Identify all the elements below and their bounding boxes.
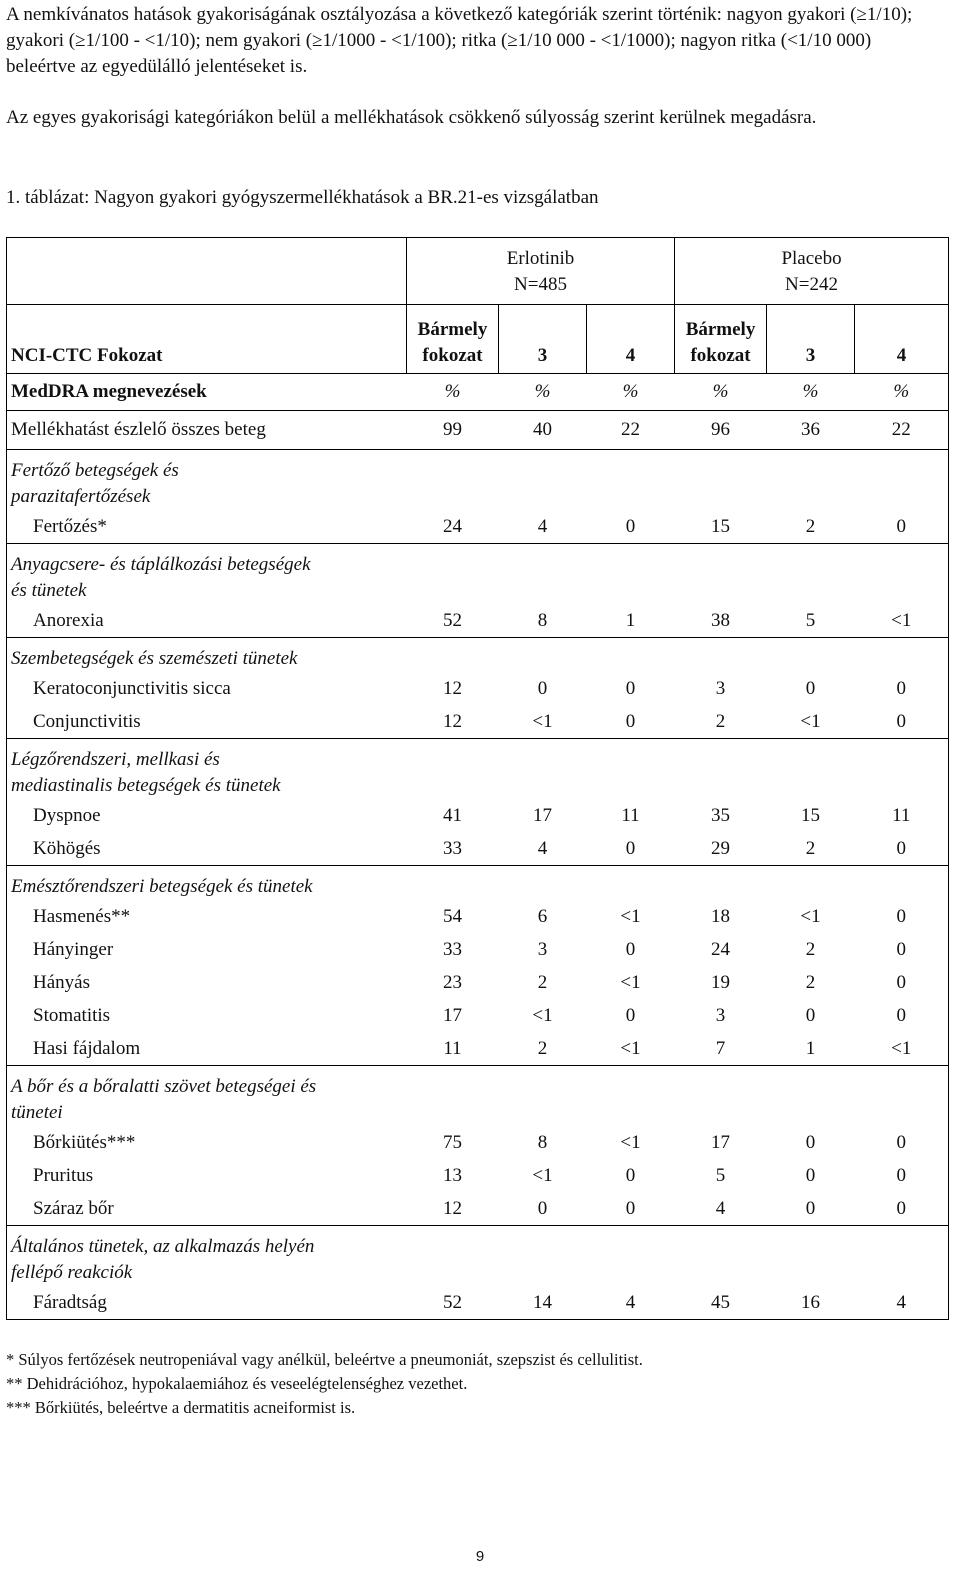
value-cell: 33 xyxy=(443,837,462,859)
value-cell: 40 xyxy=(499,411,587,450)
erlotinib-grade-3: 3 xyxy=(499,305,587,374)
value-cell: 19 xyxy=(711,971,731,993)
value-cell: 22 xyxy=(855,411,949,450)
group-title: Légzőrendszeri, mellkasi és xyxy=(11,749,220,770)
empty-cell xyxy=(499,739,587,800)
percent-unit: % xyxy=(675,374,767,411)
table-row xyxy=(7,799,949,832)
footnotes xyxy=(6,1348,936,1420)
empty-cell xyxy=(767,544,855,605)
page-number: 9 xyxy=(475,1548,485,1565)
value-cell: 17 xyxy=(443,1004,462,1026)
empty-cell xyxy=(587,1226,675,1287)
empty-cell xyxy=(767,638,855,673)
value-cell: 0 xyxy=(855,999,949,1032)
empty-cell xyxy=(499,638,587,673)
group-title: mediastinalis betegségek és tünetek xyxy=(11,775,281,796)
nci-ctc-label: NCI-CTC Fokozat xyxy=(7,305,407,374)
value-cell: 3 xyxy=(715,677,726,699)
value-cell: 5 xyxy=(805,609,816,631)
value-cell: 4 xyxy=(537,515,548,537)
value-cell: <1 xyxy=(532,1164,553,1186)
table-row xyxy=(7,510,949,544)
empty-cell xyxy=(587,544,675,605)
empty-cell xyxy=(407,1066,499,1127)
value-cell: 14 xyxy=(499,1286,587,1320)
reaction-label: Fáradtság xyxy=(7,1286,407,1320)
group-title-row xyxy=(7,866,949,901)
value-cell: 0 xyxy=(805,1164,816,1186)
empty-cell xyxy=(587,739,675,800)
group-title: Fertőző betegségek és xyxy=(11,460,179,481)
reaction-label: Hasi fájdalom xyxy=(7,1032,407,1066)
value-cell: 0 xyxy=(805,1131,816,1153)
value-cell: 17 xyxy=(533,804,552,826)
empty-cell xyxy=(407,1226,499,1287)
empty-cell xyxy=(855,866,949,901)
value-cell: 24 xyxy=(443,515,462,537)
value-cell: 75 xyxy=(443,1131,462,1153)
value-cell: 4 xyxy=(587,1286,675,1320)
group-title: Szembetegségek és szemészeti tünetek xyxy=(11,648,298,669)
percent-unit: % xyxy=(587,374,675,411)
footnote-infection: * Súlyos fertőzések neutropeniával vagy anélkül, beleértve a pneumoniát, szepszist és cellulitist. xyxy=(6,1350,643,1369)
empty-cell xyxy=(855,638,949,673)
empty-cell xyxy=(587,450,675,511)
empty-cell xyxy=(675,638,767,673)
group-title-row xyxy=(7,450,949,511)
meddra-label: MedDRA megnevezések xyxy=(7,374,407,411)
table-caption: 1. táblázat: Nagyon gyakori gyógyszermellékhatások a BR.21-es vizsgálatban xyxy=(6,187,599,208)
empty-cell xyxy=(675,739,767,800)
value-cell: 0 xyxy=(855,672,949,705)
reaction-label: Hányás xyxy=(7,966,407,999)
placebo-label: Placebo xyxy=(781,248,842,269)
placebo-grade-3: 3 xyxy=(767,305,855,374)
value-cell: 0 xyxy=(537,677,548,699)
value-cell: 0 xyxy=(625,710,636,732)
table-row xyxy=(7,832,949,866)
all-patients-label: Mellékhatást észlelő összes beteg xyxy=(7,411,407,450)
value-cell: <1 xyxy=(620,905,641,927)
empty-cell xyxy=(767,1226,855,1287)
value-cell: 0 xyxy=(625,1197,636,1219)
group-title-row xyxy=(7,1066,949,1127)
empty-cell xyxy=(407,866,499,901)
value-cell: 12 xyxy=(443,710,462,732)
value-cell: 2 xyxy=(715,710,726,732)
group-title: parazitafertőzések xyxy=(11,486,151,507)
table-row xyxy=(7,1159,949,1192)
empty-cell xyxy=(499,866,587,901)
severity-order-paragraph: Az egyes gyakorisági kategóriákon belül a mellékhatások csökkenő súlyosság szerint kerülnek megadásra. xyxy=(6,107,817,128)
reaction-label: Anorexia xyxy=(7,604,407,638)
empty-cell xyxy=(855,1226,949,1287)
erlotinib-any-grade-line1: Bármely xyxy=(417,319,488,340)
percent-unit: % xyxy=(855,374,949,411)
reaction-label: Száraz bőr xyxy=(7,1192,407,1226)
value-cell: 38 xyxy=(711,609,731,631)
empty-cell xyxy=(499,1066,587,1127)
group-title: Anyagcsere- és táplálkozási betegségek xyxy=(11,554,311,575)
value-cell: <1 xyxy=(800,905,821,927)
reaction-label: Keratoconjunctivitis sicca xyxy=(7,672,407,705)
empty-cell xyxy=(407,450,499,511)
value-cell: 5 xyxy=(715,1164,726,1186)
percent-unit: % xyxy=(407,374,499,411)
value-cell: 0 xyxy=(855,966,949,999)
value-cell: 33 xyxy=(443,938,462,960)
value-cell: 0 xyxy=(855,705,949,739)
empty-cell xyxy=(407,638,499,673)
group-title-row xyxy=(7,739,949,800)
value-cell: 41 xyxy=(443,804,462,826)
value-cell: <1 xyxy=(800,710,821,732)
value-cell: 6 xyxy=(537,905,548,927)
value-cell: 54 xyxy=(443,905,462,927)
reaction-label: Stomatitis xyxy=(7,999,407,1032)
footnote-rash: *** Bőrkiütés, beleértve a dermatitis acneiformist is. xyxy=(6,1398,356,1417)
value-cell: 1 xyxy=(625,609,636,631)
erlotinib-grade-4: 4 xyxy=(587,305,675,374)
empty-cell xyxy=(499,1226,587,1287)
group-title: Általános tünetek, az alkalmazás helyén xyxy=(11,1236,315,1257)
empty-cell xyxy=(675,544,767,605)
value-cell: 3 xyxy=(537,938,548,960)
value-cell: 13 xyxy=(443,1164,462,1186)
table-row xyxy=(7,604,949,638)
value-cell: 0 xyxy=(625,938,636,960)
value-cell: 11 xyxy=(855,799,949,832)
empty-cell xyxy=(407,739,499,800)
group-title: Emésztőrendszeri betegségek és tünetek xyxy=(11,876,313,897)
value-cell: 0 xyxy=(625,677,636,699)
value-cell: 0 xyxy=(625,837,636,859)
value-cell: 96 xyxy=(675,411,767,450)
table-row xyxy=(7,966,949,999)
adverse-reactions-table xyxy=(6,237,949,1320)
value-cell: 7 xyxy=(715,1037,726,1059)
value-cell: 22 xyxy=(587,411,675,450)
value-cell: 15 xyxy=(711,515,731,537)
value-cell: <1 xyxy=(855,1032,949,1066)
erlotinib-any-grade-line2: fokozat xyxy=(422,345,483,366)
value-cell: 4 xyxy=(855,1286,949,1320)
percent-unit: % xyxy=(499,374,587,411)
value-cell: 52 xyxy=(407,1286,499,1320)
frequency-definition-paragraph: A nemkívánatos hatások gyakoriságának osztályozása a következő kategóriák szerint történik: nagyon gyakori (≥1/10); gyakori (≥1/100 - <1/10); nem gyakori (≥1/1000 - <1/100); ritka (≥1/10 000 - <1/1000); nagyon ritka (<1/10 000) beleértve az egyedülálló jelentéseket is. xyxy=(6,4,913,77)
empty-cell xyxy=(499,544,587,605)
table-row xyxy=(7,672,949,705)
value-cell: 12 xyxy=(443,677,462,699)
value-cell: 0 xyxy=(855,900,949,933)
value-cell: 2 xyxy=(805,971,816,993)
empty-cell xyxy=(767,866,855,901)
value-cell: <1 xyxy=(855,604,949,638)
empty-cell xyxy=(675,866,767,901)
value-cell: 0 xyxy=(855,1192,949,1226)
empty-cell xyxy=(587,866,675,901)
value-cell: 8 xyxy=(537,609,548,631)
group-title: A bőr és a bőralatti szövet betegségei és xyxy=(11,1076,317,1097)
empty-cell xyxy=(587,638,675,673)
erlotinib-n: N=485 xyxy=(514,274,567,295)
empty-cell xyxy=(499,450,587,511)
value-cell: 17 xyxy=(711,1131,731,1153)
value-cell: 16 xyxy=(767,1286,855,1320)
value-cell: 0 xyxy=(855,510,949,544)
table-row xyxy=(7,1032,949,1066)
value-cell: 2 xyxy=(537,1037,548,1059)
header-grade-row xyxy=(7,305,949,374)
empty-cell xyxy=(855,450,949,511)
value-cell: 11 xyxy=(621,804,640,826)
group-title: fellépő reakciók xyxy=(11,1262,133,1283)
value-cell: 0 xyxy=(855,933,949,966)
value-cell: 12 xyxy=(443,1197,462,1219)
reaction-label: Pruritus xyxy=(7,1159,407,1192)
value-cell: 0 xyxy=(855,1126,949,1159)
placebo-grade-4: 4 xyxy=(855,305,949,374)
empty-cell xyxy=(675,1066,767,1127)
value-cell: 0 xyxy=(625,515,636,537)
table-row xyxy=(7,900,949,933)
reaction-label: Dyspnoe xyxy=(7,799,407,832)
placebo-any-grade-line2: fokozat xyxy=(690,345,751,366)
empty-cell xyxy=(855,544,949,605)
value-cell: 15 xyxy=(801,804,821,826)
empty-cell xyxy=(767,739,855,800)
empty-cell xyxy=(587,1066,675,1127)
empty-cell xyxy=(767,450,855,511)
value-cell: 18 xyxy=(711,905,731,927)
value-cell: 45 xyxy=(675,1286,767,1320)
group-title-row xyxy=(7,1226,949,1287)
value-cell: 0 xyxy=(805,677,816,699)
value-cell: <1 xyxy=(620,1037,641,1059)
value-cell: 1 xyxy=(805,1037,816,1059)
group-title: tünetei xyxy=(11,1102,63,1123)
value-cell: 8 xyxy=(537,1131,548,1153)
reaction-label: Fertőzés* xyxy=(7,510,407,544)
footnote-diarrhea: ** Dehidrációhoz, hypokalaemiához és veseelégtelenséghez vezethet. xyxy=(6,1374,468,1393)
value-cell: 11 xyxy=(443,1037,462,1059)
value-cell: 2 xyxy=(805,515,816,537)
value-cell: <1 xyxy=(532,710,553,732)
group-title-row xyxy=(7,638,949,673)
table-row xyxy=(7,1126,949,1159)
value-cell: 52 xyxy=(443,609,462,631)
value-cell: 0 xyxy=(805,1004,816,1026)
value-cell: 29 xyxy=(711,837,731,859)
value-cell: 99 xyxy=(407,411,499,450)
value-cell: <1 xyxy=(620,971,641,993)
value-cell: 24 xyxy=(711,938,731,960)
table-row xyxy=(7,1192,949,1226)
value-cell: 23 xyxy=(443,971,462,993)
group-title-row xyxy=(7,544,949,605)
value-cell: 0 xyxy=(625,1164,636,1186)
empty-cell xyxy=(675,450,767,511)
reaction-label: Bőrkiütés*** xyxy=(7,1126,407,1159)
reaction-label: Köhögés xyxy=(7,832,407,866)
empty-cell xyxy=(675,1226,767,1287)
value-cell: 3 xyxy=(715,1004,726,1026)
erlotinib-label: Erlotinib xyxy=(506,248,575,269)
value-cell: 0 xyxy=(805,1197,816,1219)
all-patients-row xyxy=(7,411,949,450)
value-cell: 4 xyxy=(715,1197,726,1219)
table-row xyxy=(7,999,949,1032)
empty-cell xyxy=(407,544,499,605)
value-cell: 2 xyxy=(537,971,548,993)
value-cell: 0 xyxy=(625,1004,636,1026)
value-cell: 2 xyxy=(805,938,816,960)
value-cell: 4 xyxy=(537,837,548,859)
value-cell: 35 xyxy=(711,804,731,826)
value-cell: 0 xyxy=(855,1159,949,1192)
group-title: és tünetek xyxy=(11,580,87,601)
empty-cell xyxy=(767,1066,855,1127)
value-cell: 0 xyxy=(537,1197,548,1219)
value-cell: 2 xyxy=(805,837,816,859)
reaction-label: Hányinger xyxy=(7,933,407,966)
meddra-row xyxy=(7,374,949,411)
value-cell: <1 xyxy=(532,1004,553,1026)
table-row xyxy=(7,933,949,966)
empty-cell xyxy=(855,1066,949,1127)
reaction-label: Hasmenés** xyxy=(7,900,407,933)
empty-cell xyxy=(855,739,949,800)
reaction-label: Conjunctivitis xyxy=(7,705,407,739)
table-row xyxy=(7,705,949,739)
table-row xyxy=(7,1286,949,1320)
value-cell: 36 xyxy=(767,411,855,450)
header-arm-row xyxy=(7,238,949,305)
placebo-any-grade-line1: Bármely xyxy=(685,319,756,340)
placebo-n: N=242 xyxy=(785,274,838,295)
value-cell: <1 xyxy=(620,1131,641,1153)
percent-unit: % xyxy=(767,374,855,411)
value-cell: 0 xyxy=(855,832,949,866)
